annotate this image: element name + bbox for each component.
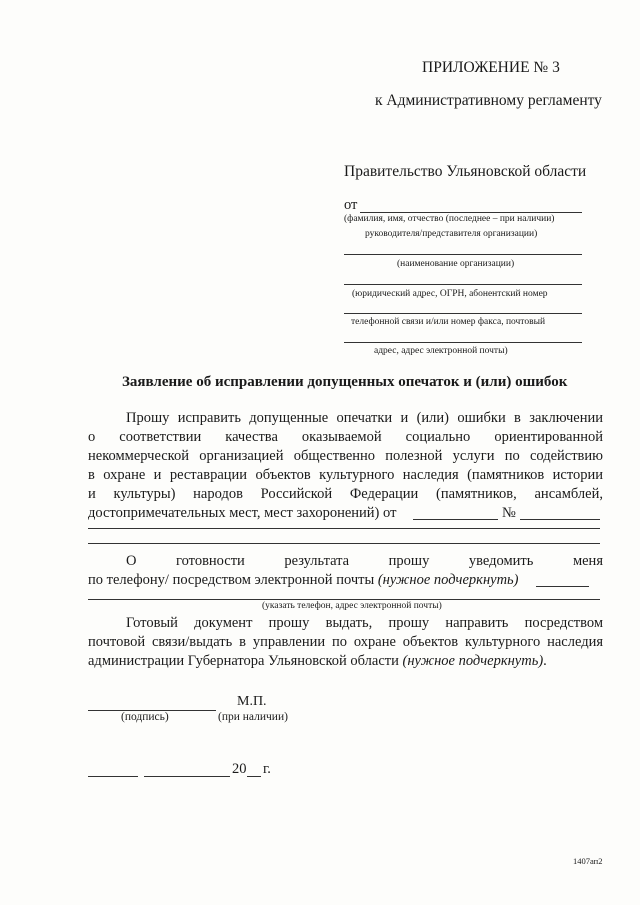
stamp-hint: (при наличии) — [218, 711, 288, 723]
hint-name-1: (фамилия, имя, отчество (последнее – при наличии) — [344, 214, 555, 224]
regulation-reference: к Административному регламенту — [375, 92, 602, 109]
details-line-2[interactable] — [88, 543, 600, 544]
address-line-1[interactable] — [344, 284, 582, 285]
p1-line-6: достопримечательных мест, мест захоронений) от — [88, 505, 397, 521]
hint-name-2: руководителя/представителя организации) — [365, 229, 538, 239]
p2-line-2 — [88, 571, 518, 591]
signature-hint: (подпись) — [121, 711, 169, 723]
p3-line-1: Готовый документ прошу выдать, прошу направить посредством — [126, 615, 603, 631]
number-field[interactable] — [520, 519, 600, 520]
p1-line-1: Прошу исправить допущенные опечатки и (или) ошибки в заключении — [126, 410, 603, 426]
hint-org: (наименование организации) — [397, 259, 515, 269]
p3-line-2: почтовой связи/выдать в управлении по охране объектов культурного наследия — [88, 634, 603, 650]
hint-address-1: (юридический адрес, ОГРН, абонентский номер — [352, 289, 548, 299]
document-title: Заявление об исправлении допущенных опечаток и (или) ошибок — [122, 374, 568, 390]
from-name-line[interactable] — [360, 212, 582, 213]
number-sign: № — [502, 505, 516, 521]
details-line-1[interactable] — [88, 528, 600, 529]
hint-address-2: телефонной связи и/или номер факса, почтовый — [351, 317, 546, 327]
year-suffix: г. — [263, 761, 271, 777]
notify-choice-line[interactable] — [536, 586, 589, 587]
p1-line-5: и культуры) народов Российской Федерации (памятников, ансамблей, — [88, 486, 603, 502]
org-line[interactable] — [344, 254, 582, 255]
hint-address-3: адрес, адрес электронной почты) — [374, 346, 508, 356]
p3-line-3 — [88, 652, 547, 672]
hint-contact: (указать телефон, адрес электронной почты) — [262, 601, 442, 611]
stamp-label: М.П. — [237, 694, 267, 709]
p1-line-4: в охране и реставрации объектов культурного наследия (памятников истории — [88, 467, 603, 483]
p2-line-1: О готовности результата прошу уведомить меня — [126, 553, 603, 569]
contact-line[interactable] — [88, 599, 600, 600]
address-line-3[interactable] — [344, 342, 582, 343]
addressee-government: Правительство Ульяновской области — [344, 163, 587, 180]
p1-line-2: о соответствии качества оказываемой социально ориентированной — [88, 429, 603, 445]
p3-line-3-end: . — [543, 653, 547, 669]
p2-line-2-text: по телефону/ посредством электронной почты — [88, 572, 375, 588]
date-month-line[interactable] — [144, 776, 230, 777]
address-line-2[interactable] — [344, 313, 582, 314]
date-day-line[interactable] — [88, 776, 138, 777]
date-field[interactable] — [413, 519, 498, 520]
p2-line-2-note: (нужное подчеркнуть) — [377, 572, 519, 588]
p3-line-3-text: администрации Губернатора Ульяновской области — [88, 653, 399, 669]
p3-line-3-note: (нужное подчеркнуть) — [402, 653, 544, 669]
appendix-number: ПРИЛОЖЕНИЕ № 3 — [422, 59, 560, 76]
p1-line-3: некоммерческой организацией общественно полезной услуги по содействию — [88, 448, 603, 464]
year-line[interactable] — [247, 776, 261, 777]
from-label: от — [344, 197, 358, 213]
year-prefix: 20 — [232, 761, 247, 777]
footer-code: 1407ап2 — [573, 856, 603, 866]
